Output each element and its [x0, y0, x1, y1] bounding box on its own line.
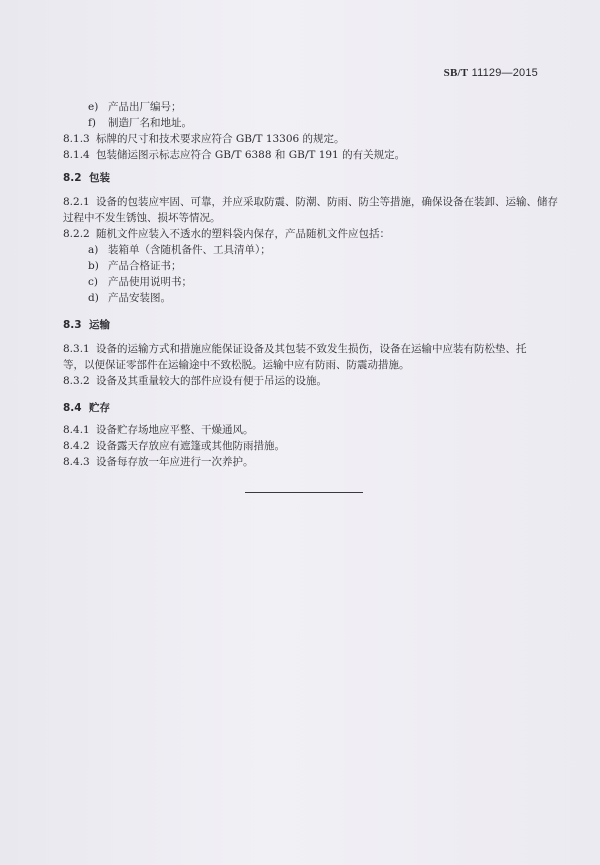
section-heading-8-3: 8.3 运输 [63, 319, 110, 331]
standard-prefix: SB/T [443, 67, 469, 79]
clause-8-3-1: 8.3.1 设备的运输方式和措施应能保证设备及其包装不致发生损伤，设备在运输中应装有防松垫、托 [63, 343, 527, 355]
clause-8-4-3: 8.4.3 设备每存放一年应进行一次养护。 [63, 456, 254, 468]
list-item: e) 产品出厂编号； [88, 101, 182, 113]
clause-8-1-3: 8.1.3 标牌的尺寸和技术要求应符合 GB/T 13306 的规定。 [63, 133, 345, 145]
list-item: c) 产品使用说明书； [88, 276, 192, 288]
clause-8-1-4: 8.1.4 包装储运图示标志应符合 GB/T 6388 和 GB/T 191 的有关规定。 [63, 149, 406, 161]
section-heading-8-2: 8.2 包装 [63, 172, 110, 184]
clause-8-4-2: 8.4.2 设备露天存放应有遮篷或其他防雨措施。 [63, 440, 285, 452]
list-item: d) 产品安装图。 [88, 292, 171, 304]
standard-header [444, 67, 538, 79]
clause-8-4-1: 8.4.1 设备贮存场地应平整、干燥通风。 [63, 424, 254, 436]
standard-number: 11129—2015 [471, 67, 538, 79]
clause-8-3-1-continuation: 等，以便保证零部件在运输途中不致松脱。运输中应有防雨、防震动措施。 [63, 359, 410, 371]
clause-8-2-2: 8.2.2 随机文件应装入不透水的塑料袋内保存，产品随机文件应包括： [63, 228, 390, 240]
end-rule [245, 492, 363, 493]
list-item: f) 制造厂名和地址。 [88, 117, 192, 129]
list-item: b) 产品合格证书； [88, 260, 182, 272]
clause-8-2-1-continuation: 过程中不发生锈蚀、损坏等情况。 [63, 212, 221, 224]
clause-8-3-2: 8.3.2 设备及其重量较大的部件应设有便于吊运的设施。 [63, 375, 327, 387]
clause-8-2-1: 8.2.1 设备的包装应牢固、可靠，并应采取防震、防潮、防雨、防尘等措施，确保设备在装卸、运输、储存 [63, 196, 558, 208]
section-heading-8-4: 8.4 贮存 [63, 402, 110, 414]
list-item: a) 装箱单（含随机备件、工具清单）； [88, 244, 271, 256]
